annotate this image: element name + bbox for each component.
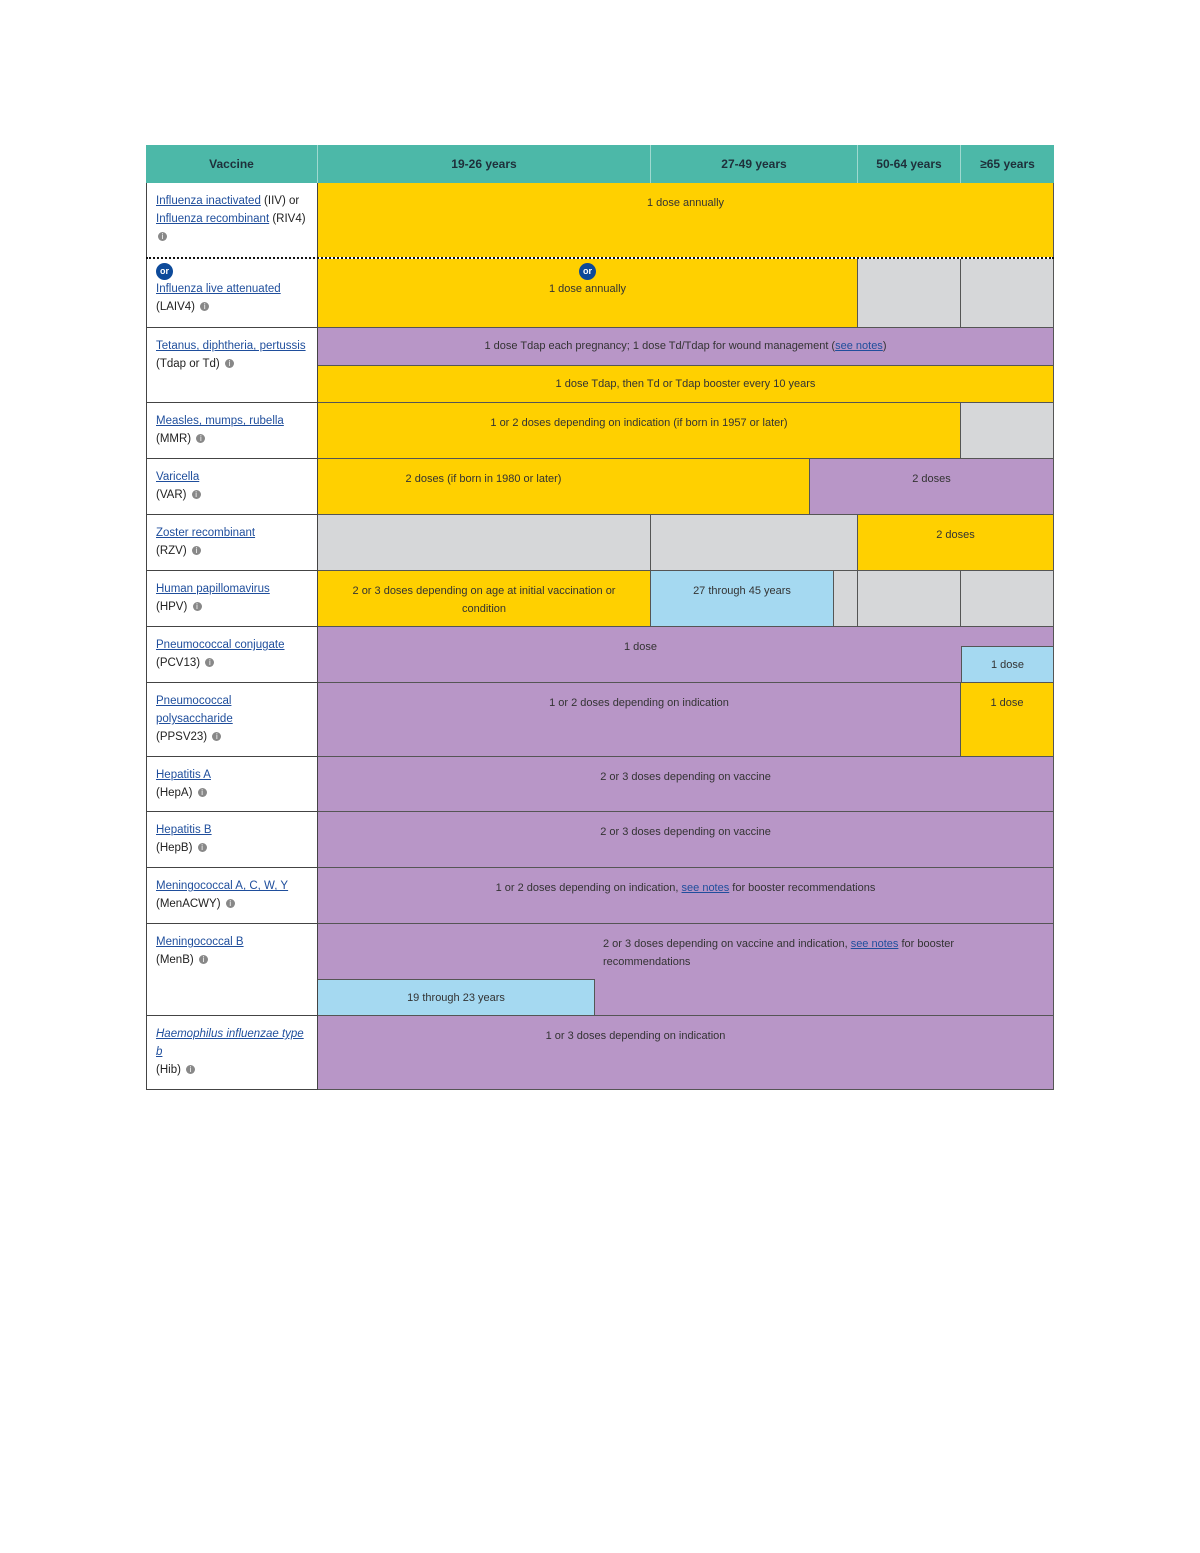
abbr-iiv: (IIV) or	[260, 195, 300, 207]
vaccine-cell-hib	[146, 1016, 318, 1090]
link-hepatitis-a[interactable]: Hepatitis A	[156, 769, 211, 781]
bar-ppsv23-indication	[318, 683, 961, 757]
header-age-27-49: 27-49 years	[651, 145, 858, 183]
link-meningococcal-b[interactable]: Meningococcal B	[156, 936, 244, 948]
see-notes-link[interactable]: see notes	[850, 938, 899, 950]
bar-hepa	[318, 757, 1054, 812]
bar-laiv-50-64-not-recommended	[858, 259, 961, 328]
bar-label: 19 through 23 years	[407, 992, 505, 1004]
info-icon[interactable]: i	[198, 788, 207, 797]
bar-label: 1 dose annually	[646, 197, 725, 209]
link-influenza-recombinant[interactable]: Influenza recombinant	[156, 213, 270, 225]
bar-influenza-all-ages	[318, 183, 1054, 257]
bar-tdap-pregnancy	[318, 328, 1054, 366]
info-icon[interactable]: i	[200, 302, 209, 311]
bar-label: 1 dose	[623, 641, 658, 653]
bar-hpv-19-26	[318, 571, 651, 627]
bar-label-close: )	[882, 340, 887, 352]
bar-hpv-50-64-gray	[858, 571, 961, 627]
abbr-mmr: (MMR)	[156, 433, 192, 445]
bar-label: 1 dose Tdap each pregnancy; 1 dose Td/Tdap for wound management (	[484, 340, 836, 352]
info-icon[interactable]: i	[193, 602, 202, 611]
vaccine-cell-zoster	[146, 515, 318, 571]
bar-menb-19-23	[318, 979, 595, 1016]
bar-zoster-50-plus	[858, 515, 1054, 571]
bar-hepb	[318, 812, 1054, 868]
bar-laiv-19-49	[318, 259, 858, 328]
link-tetanus-diphtheria-pertussis[interactable]: Tetanus, diphtheria, pertussis	[156, 340, 306, 352]
bar-label: 2 doses (if born in 1980 or later)	[405, 473, 562, 485]
vaccine-cell-influenza	[146, 183, 318, 257]
abbr-hepb: (HepB)	[156, 842, 193, 854]
bar-label: 1 dose	[990, 697, 1024, 709]
link-haemophilus-influenzae[interactable]: Haemophilus influenzae type b	[156, 1028, 304, 1058]
abbr-ppsv23: (PPSV23)	[156, 731, 208, 743]
bar-label: 1 or 2 doses depending on indication,	[495, 882, 682, 894]
bar-varicella-recommended	[318, 459, 810, 515]
info-icon[interactable]: i	[192, 546, 201, 555]
link-zoster-recombinant[interactable]: Zoster recombinant	[156, 527, 256, 539]
vaccine-cell-hepa	[146, 757, 318, 812]
bar-label: 1 dose annually	[548, 283, 627, 295]
info-icon[interactable]: i	[205, 658, 214, 667]
vaccine-cell-varicella	[146, 459, 318, 515]
link-pneumococcal-polysaccharide[interactable]: Pneumococcal polysaccharide	[156, 695, 233, 725]
abbr-menacwy: (MenACWY)	[156, 898, 221, 910]
vaccine-cell-menacwy	[146, 868, 318, 924]
see-notes-link[interactable]: see notes	[835, 340, 883, 352]
bar-varicella-indication	[810, 459, 1054, 515]
info-icon[interactable]: i	[186, 1065, 195, 1074]
vaccine-cell-tdap	[146, 328, 318, 403]
header-age-50-64: 50-64 years	[858, 145, 961, 183]
info-icon[interactable]: i	[198, 843, 207, 852]
abbr-tdap: (Tdap or Td)	[156, 358, 220, 370]
bar-label: 1 or 2 doses depending on indication	[549, 697, 729, 709]
link-influenza-inactivated[interactable]: Influenza inactivated	[156, 195, 261, 207]
bar-label: 1 or 3 doses depending on indication	[545, 1030, 726, 1042]
abbr-menb: (MenB)	[156, 954, 194, 966]
bar-label: 1 dose	[990, 659, 1025, 671]
vaccine-cell-pcv13	[146, 627, 318, 683]
bar-laiv-65-not-recommended	[961, 259, 1054, 328]
info-icon[interactable]: i	[192, 490, 201, 499]
header-age-19-26: 19-26 years	[318, 145, 651, 183]
bar-label: 1 dose Tdap, then Td or Tdap booster every 10 years	[555, 378, 816, 390]
link-hepatitis-b[interactable]: Hepatitis B	[156, 824, 212, 836]
bar-label: 2 doses	[912, 473, 951, 485]
vaccine-cell-menb	[146, 924, 318, 1016]
abbr-hpv: (HPV)	[156, 601, 188, 613]
bar-label: 27 through 45 years	[693, 585, 791, 597]
bar-tdap-booster	[318, 366, 1054, 403]
bar-pcv13-65	[961, 646, 1054, 683]
bar-ppsv23-65	[961, 683, 1054, 757]
bar-hib	[318, 1016, 1054, 1090]
or-badge: or	[579, 263, 596, 280]
abbr-laiv4: (LAIV4)	[156, 301, 195, 313]
bar-zoster-27-49-gray	[651, 515, 858, 571]
info-icon[interactable]: i	[225, 359, 234, 368]
bar-label-tail: for booster recommendations	[603, 938, 955, 968]
bar-mmr-19-64	[318, 403, 961, 459]
or-badge: or	[156, 263, 173, 280]
vaccine-cell-laiv	[146, 259, 318, 328]
abbr-var: (VAR)	[156, 489, 187, 501]
vaccine-cell-hpv	[146, 571, 318, 627]
link-measles-mumps-rubella[interactable]: Measles, mumps, rubella	[156, 415, 284, 427]
link-human-papillomavirus[interactable]: Human papillomavirus	[156, 583, 270, 595]
bar-label-tail: for booster recommendations	[729, 882, 876, 894]
header-vaccine: Vaccine	[146, 145, 318, 183]
see-notes-link[interactable]: see notes	[681, 882, 730, 894]
link-influenza-live-attenuated[interactable]: Influenza live attenuated	[156, 283, 281, 295]
abbr-pcv13: (PCV13)	[156, 657, 201, 669]
link-varicella[interactable]: Varicella	[156, 471, 200, 483]
abbr-rzv: (RZV)	[156, 545, 187, 557]
abbr-riv4: (RIV4)	[269, 213, 306, 225]
bar-pcv13-indication	[318, 627, 1054, 683]
bar-hpv-46-49-gray	[834, 571, 858, 627]
adult-immunization-schedule-table	[146, 145, 1054, 1090]
bar-menacwy	[318, 868, 1054, 924]
info-icon[interactable]: i	[226, 899, 235, 908]
info-icon[interactable]: i	[196, 434, 205, 443]
bar-label: 2 or 3 doses depending on vaccine	[600, 826, 771, 838]
bar-label: 2 or 3 doses depending on age at initial vaccination or condition	[352, 585, 616, 615]
link-meningococcal-acwy[interactable]: Meningococcal A, C, W, Y	[156, 880, 289, 892]
vaccine-cell-ppsv23	[146, 683, 318, 757]
bar-label: 2 or 3 doses depending on vaccine	[600, 771, 771, 783]
header-age-65: ≥65 years	[961, 145, 1054, 183]
bar-zoster-19-26-gray	[318, 515, 651, 571]
vaccine-cell-hepb	[146, 812, 318, 868]
bar-mmr-65-not-recommended	[961, 403, 1054, 459]
bar-label: 2 or 3 doses depending on vaccine and indication,	[603, 938, 851, 950]
info-icon[interactable]: i	[158, 232, 167, 241]
bar-hpv-27-45	[651, 571, 834, 627]
abbr-hib: (Hib)	[156, 1064, 181, 1076]
info-icon[interactable]: i	[199, 955, 208, 964]
bar-hpv-65-gray	[961, 571, 1054, 627]
bar-label: 2 doses	[936, 529, 975, 541]
info-icon[interactable]: i	[212, 732, 221, 741]
link-pneumococcal-conjugate[interactable]: Pneumococcal conjugate	[156, 639, 285, 651]
abbr-hepa: (HepA)	[156, 787, 193, 799]
bar-label: 1 or 2 doses depending on indication (if born in 1957 or later)	[490, 417, 788, 429]
vaccine-cell-mmr	[146, 403, 318, 459]
